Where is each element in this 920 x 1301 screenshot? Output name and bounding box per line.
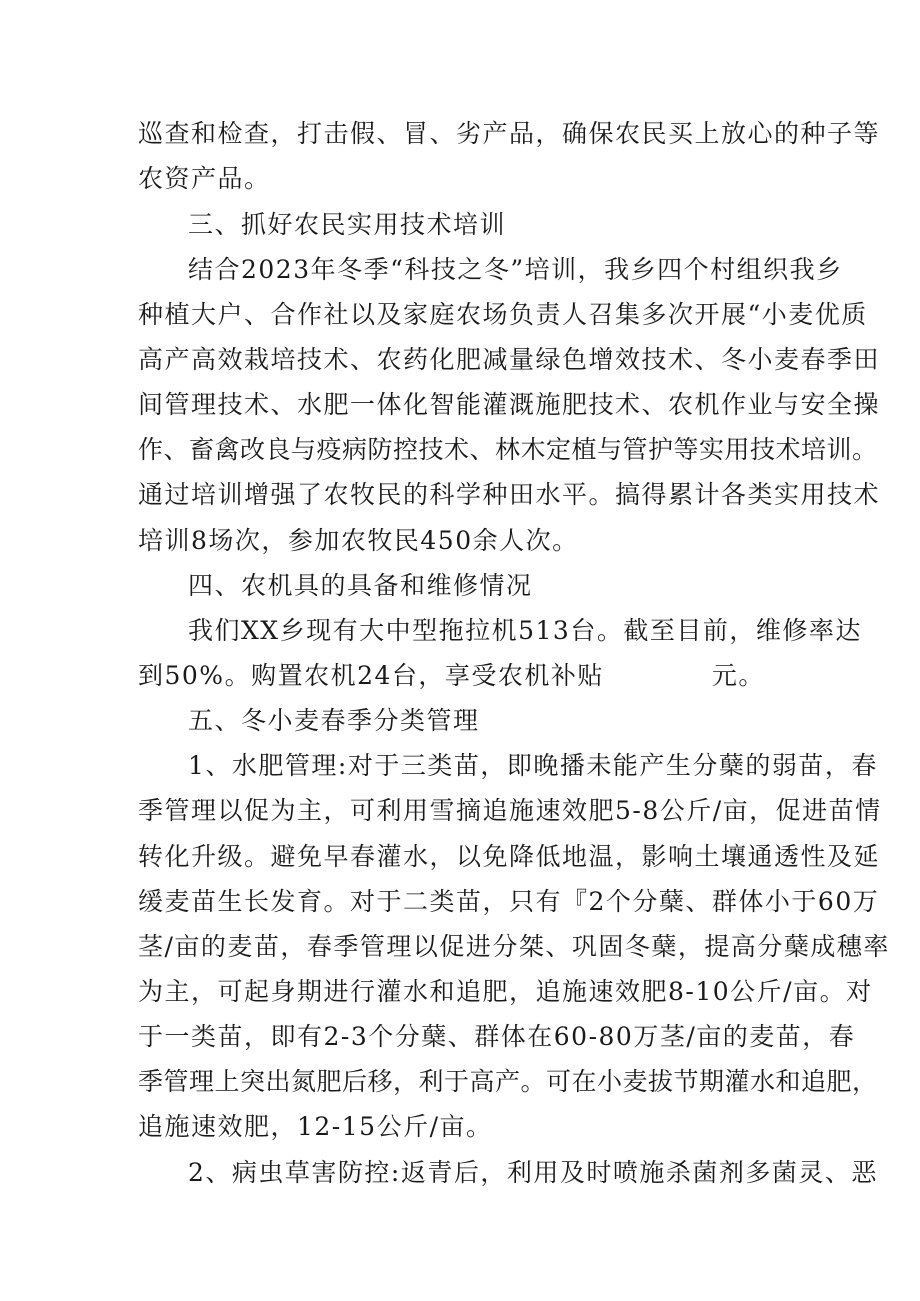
section-heading: 四、农机具的具备和维修情况 (188, 571, 533, 600)
paragraph-line: 高产高效栽培技术、农药化肥减量绿色增效技术、冬小麦春季田 (138, 345, 881, 374)
paragraph-line: 茎/亩的麦苗，春季管理以促进分桀、巩固冬蘖，提高分蘖成穗率 (138, 932, 890, 961)
line-text: 元。 (711, 661, 765, 690)
paragraph-line: 作、畜禽改良与疫病防控技术、林木定植与管护等实用技术培训。 (138, 435, 878, 464)
line-text: 到50%。购置农机24台，享受农机补贴 (138, 661, 604, 690)
section-heading: 三、抓好农民实用技术培训 (188, 210, 507, 239)
paragraph-line: 季管理上突出氮肥后移，利于高产。可在小麦拔节期灌水和追肥， (138, 1067, 878, 1096)
section-heading: 五、冬小麦春季分类管理 (188, 706, 480, 735)
paragraph-line: 种植大户、合作社以及家庭农场负责人召集多次开展“小麦优质 (138, 300, 868, 329)
paragraph-line: 巡查和检查，打击假、冒、劣产品，确保农民买上放心的种子等 (138, 119, 881, 148)
paragraph-line: 1、水肥管理:对于三类苗，即晚播未能产生分蘖的弱苗，春 (188, 751, 878, 780)
paragraph-line: 培训8场次，参加农牧民450余人次。 (138, 526, 579, 555)
paragraph-line: 缓麦苗生长发育。对于二类苗，只有『2个分蘖、群体小于60万 (138, 887, 880, 916)
paragraph-line: 追施速效肥，12-15公斤/亩。 (138, 1112, 493, 1141)
paragraph-line: 通过培训增强了农牧民的科学种田水平。搞得累计各类实用技术 (138, 480, 881, 509)
paragraph-line: 季管理以促为主，可利用雪摘追施速效肥5-8公斤/亩，促进苗情 (138, 796, 882, 825)
paragraph-line: 转化升级。避免早春灌水，以免降低地温，影响土壤通透性及延 (138, 842, 881, 871)
paragraph-line: 2、病虫草害防控:返青后，利用及时喷施杀菌剂多菌灵、恶 (188, 1158, 878, 1187)
paragraph-line: 结合2023年冬季“科技之冬”培训，我乡四个村组织我乡 (188, 255, 843, 284)
paragraph-line: 为主，可起身期进行灌水和追肥，追施速效肥8-10公斤/亩。对 (138, 977, 873, 1006)
paragraph-line: 间管理技术、水肥一体化智能灌溉施肥技术、农机作业与安全操 (138, 390, 881, 419)
paragraph-line (138, 661, 798, 691)
paragraph-line: 于一类苗，即有2-3个分蘖、群体在60-80万茎/亩的麦苗，春 (138, 1022, 856, 1051)
paragraph-line: 我们XX乡现有大中型拖拉机513台。截至目前，维修率达 (188, 616, 862, 645)
paragraph-line: 农资产品。 (138, 164, 271, 193)
